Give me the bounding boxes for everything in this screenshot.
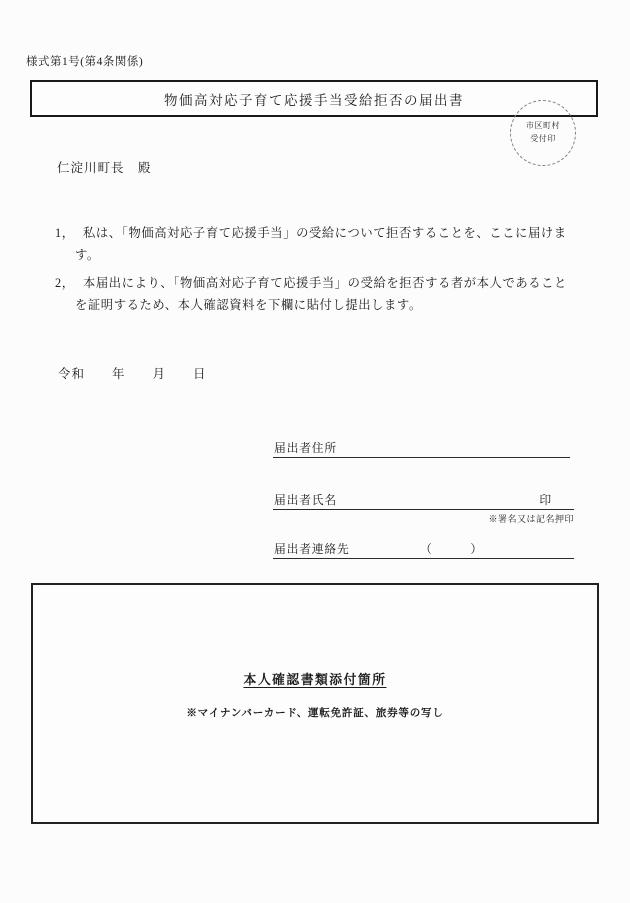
clause-1-number: 1，: [55, 226, 75, 240]
title-box: [30, 80, 598, 117]
clause-1-text: 私は、「物価高対応子育て応援手当」の受給について拒否することを、ここに届けます。: [75, 226, 567, 262]
field-address: [273, 438, 570, 458]
field-contact-label: 届出者連絡先: [274, 542, 350, 556]
date-line: 令和 年 月 日: [58, 367, 207, 381]
phone-paren-blank: （ ）: [420, 542, 483, 556]
addressee: 仁淀川町長 殿: [57, 161, 152, 175]
field-contact: [273, 539, 574, 559]
field-name-label: 届出者氏名: [274, 493, 337, 507]
field-name-note: ※署名又は記名押印: [488, 514, 574, 524]
page-title: 物価高対応子育て応援手当受給拒否の届出書: [164, 92, 464, 108]
reception-stamp-placeholder: [510, 100, 576, 166]
clause-2-text: 本届出により、「物価高対応子育て応援手当」の受給を拒否する者が本人であることを証明するため、本人確認資料を下欄に貼付し提出します。: [75, 276, 567, 312]
stamp-line-1: 市区町村: [526, 121, 560, 131]
field-address-label: 届出者住所: [274, 441, 337, 455]
stamp-line-2: 受付印: [530, 134, 556, 143]
seal-mark: 印: [539, 493, 552, 507]
clause-1: [55, 222, 575, 266]
attachment-box: [31, 583, 599, 824]
form-number: 様式第1号(第4条関係): [26, 56, 144, 68]
clause-2: [55, 272, 575, 316]
attachment-box-note: ※マイナンバーカード、運転免許証、旅券等の写し: [186, 708, 444, 719]
attachment-box-heading: 本人確認書類添付箇所: [243, 673, 387, 687]
clause-2-number: 2，: [55, 276, 75, 290]
field-name: [273, 490, 574, 510]
